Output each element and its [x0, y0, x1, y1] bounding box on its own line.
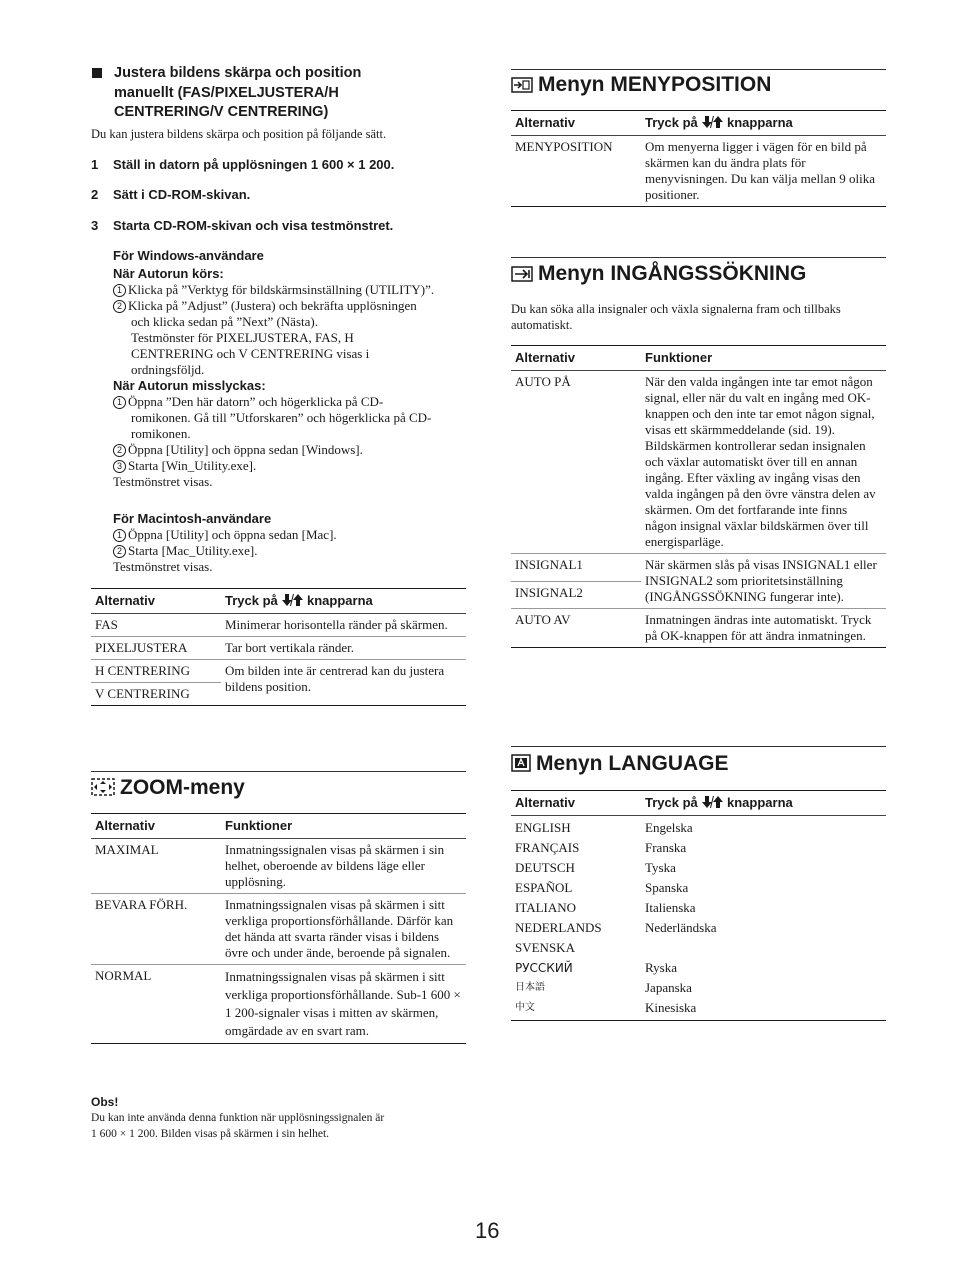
page-number: 16 [475, 1218, 500, 1243]
list-item: 1 Öppna ”Den här datorn” och högerklicka på CD- [113, 394, 466, 410]
table-row: РУССКИЙ Ryska [515, 960, 677, 975]
windows-instructions: För Windows-användare När Autorun körs: 1 Klicka på ”Verktyg för bildskärmsinställning (UTILITY)”. 2 Klicka på ”Adjust” (Justera) och bekräfta upplösningen och klicka sedan på ”Next” (Nästa). Testmönster för PIXELJUSTERA, FAS, H CENTRERING och V CENTRERING visas i ordningsföljd. När Autorun misslyckas: 1 Öppna ”Den här datorn” och högerklicka på CD- romikonen. Gå till ”Utforskaren” och högerklicka på CD- romikonen. 2 Öppna [Utility] och öppna sedan [Windows]. 3 Starta [Win_Utility.exe]. Testmönstret visas. [113, 248, 466, 490]
ingang-table [511, 345, 886, 648]
list-item: 2 Starta [Mac_Utility.exe]. [113, 543, 466, 559]
column-header: Alternativ [511, 346, 641, 371]
table-row: FAS Minimerar horisontella ränder på skärmen. [95, 617, 448, 632]
language-icon [511, 754, 531, 772]
list-item: 1 Klicka på ”Verktyg för bildskärmsinställning (UTILITY)”. [113, 282, 466, 298]
input-sensing-icon [511, 266, 533, 282]
autorun-fail-label: När Autorun misslyckas: [113, 378, 266, 393]
column-header: Tryck på knapparna [641, 111, 886, 136]
table-row: SVENSKA [515, 940, 575, 955]
table-row: H CENTRERING Om bilden inte är centrerad kan du justera bildens position. [91, 660, 466, 683]
note-title: Obs! [91, 1095, 119, 1109]
down-up-arrows-icon [701, 796, 723, 808]
adjust-table [91, 588, 466, 706]
menyposition-section-header [511, 69, 886, 97]
table-row: NEDERLANDS Nederländska [515, 920, 717, 935]
table-row: V CENTRERING [91, 683, 466, 706]
table-row: ITALIANO Italienska [515, 900, 696, 915]
table-row: ENGLISH Engelska [515, 820, 693, 835]
result-text: Testmönstret visas. [113, 559, 213, 574]
list-item: 2 Öppna [Utility] och öppna sedan [Windows]. [113, 442, 466, 458]
table-row: BEVARA FÖRH. Inmatningssignalen visas på skärmen i sitt verkliga proportionsförhållande. Därför kan det hända att svarta ränder visas i bildens övre och under ände, beroende på signalen. [91, 894, 466, 965]
table-row: 日本語 Japanska [515, 980, 692, 995]
square-bullet-icon [92, 68, 102, 78]
note-text: Du kan inte använda denna funktion när upplösningssignalen är 1 600 × 1 200. Bilden visas på skärmen i sin helhet. [91, 1112, 385, 1140]
ingang-section-header [511, 257, 886, 286]
language-table [511, 790, 886, 1021]
language-section-header [511, 746, 886, 776]
table-row: NORMAL Inmatningssignalen visas på skärmen i sitt verkliga proportionsförhållande. Sub-1 600 × 1 200-signaler visas i mitten av skärmen, omgärdade av en svart ram. [91, 965, 466, 1044]
result-text: Testmönstret visas. [113, 474, 213, 489]
list-item: 2 Klicka på ”Adjust” (Justera) och bekräfta upplösningen [113, 298, 466, 314]
table-row: PIXELJUSTERA Tar bort vertikala ränder. [91, 637, 466, 660]
language-title: Menyn LANGUAGE [536, 752, 729, 775]
column-header: Funktioner [641, 346, 886, 371]
menyposition-table [511, 110, 886, 207]
column-header: Tryck på knapparna [221, 589, 466, 614]
table-row: MAXIMAL Inmatningssignalen visas på skärmen i sin helhet, oberoende av bildens läge eller upplösning. [95, 842, 445, 889]
column-header: Alternativ [91, 589, 221, 614]
intro-text: Du kan justera bildens skärpa och position på följande sätt. [91, 127, 387, 141]
column-header: Alternativ [511, 111, 641, 136]
table-row: FRANÇAIS Franska [515, 840, 687, 855]
column-header: Alternativ [91, 814, 221, 839]
table-row: AUTO AV Inmatningen ändras inte automatiskt. Tryck på OK-knappen för att ändra inmatningen. [511, 609, 886, 648]
list-item: 1 Öppna [Utility] och öppna sedan [Mac]. [113, 527, 466, 543]
table-row: 中文 Kinesiska [515, 1000, 697, 1015]
windows-title: För Windows-användare [113, 248, 264, 263]
ingang-intro: Du kan söka alla insignaler och växla signalerna fram och tillbaks automatiskt. [511, 302, 841, 332]
column-header: Tryck på knapparna [641, 791, 886, 816]
down-up-arrows-icon [281, 594, 303, 606]
down-up-arrows-icon [701, 116, 723, 128]
table-row: INSIGNAL2 [511, 581, 886, 609]
section-heading-adjust: Justera bildens skärpa och position manuellt (FAS/PIXELJUSTERA/H CENTRERING/V CENTRERING) [91, 64, 466, 123]
zoom-title: ZOOM-meny [120, 776, 245, 799]
column-header: Funktioner [221, 814, 466, 839]
table-row: DEUTSCH Tyska [515, 860, 676, 875]
column-header: Alternativ [511, 791, 641, 816]
zoom-table [91, 813, 466, 1044]
table-row: AUTO PÅ När den valda ingången inte tar emot någon signal, eller när du valt en ingång med OK-knappen och den inte tar emot någon signal, visas ett skärmmeddelande (sid. 19). Bildskärmen kontrollerar sedan insignalen och växlar automatiskt över till en annan ingång. Efter växling av ingång visas den valda ingången på den övre vänstra delen av skärmen. Om det fortfarande inte finns någon insignal växlar bildskärmen över till energisparläge. [515, 374, 876, 549]
menyposition-title: Menyn MENYPOSITION [538, 73, 772, 96]
zoom-section-header [91, 771, 466, 800]
table-row: MENYPOSITION Om menyerna ligger i vägen för en bild på skärmen kan du ändra plats för menyvisningen. Du kan välja mellan 9 olika positioner. [515, 139, 875, 202]
menu-position-icon [511, 77, 533, 93]
autorun-ok-label: När Autorun körs: [113, 266, 224, 281]
table-row: ESPAÑOL Spanska [515, 880, 689, 895]
ingang-title: Menyn INGÅNGSSÖKNING [538, 262, 807, 285]
zoom-icon [91, 778, 115, 796]
mac-title: För Macintosh-användare [113, 511, 272, 526]
list-item: 3 Starta [Win_Utility.exe]. [113, 458, 466, 474]
mac-instructions [113, 511, 466, 575]
table-row: INSIGNAL1 När skärmen slås på visas INSIGNAL1 eller INSIGNAL2 som prioritetsinställning (INGÅNGSSÖKNING fungerar inte). [511, 554, 886, 582]
